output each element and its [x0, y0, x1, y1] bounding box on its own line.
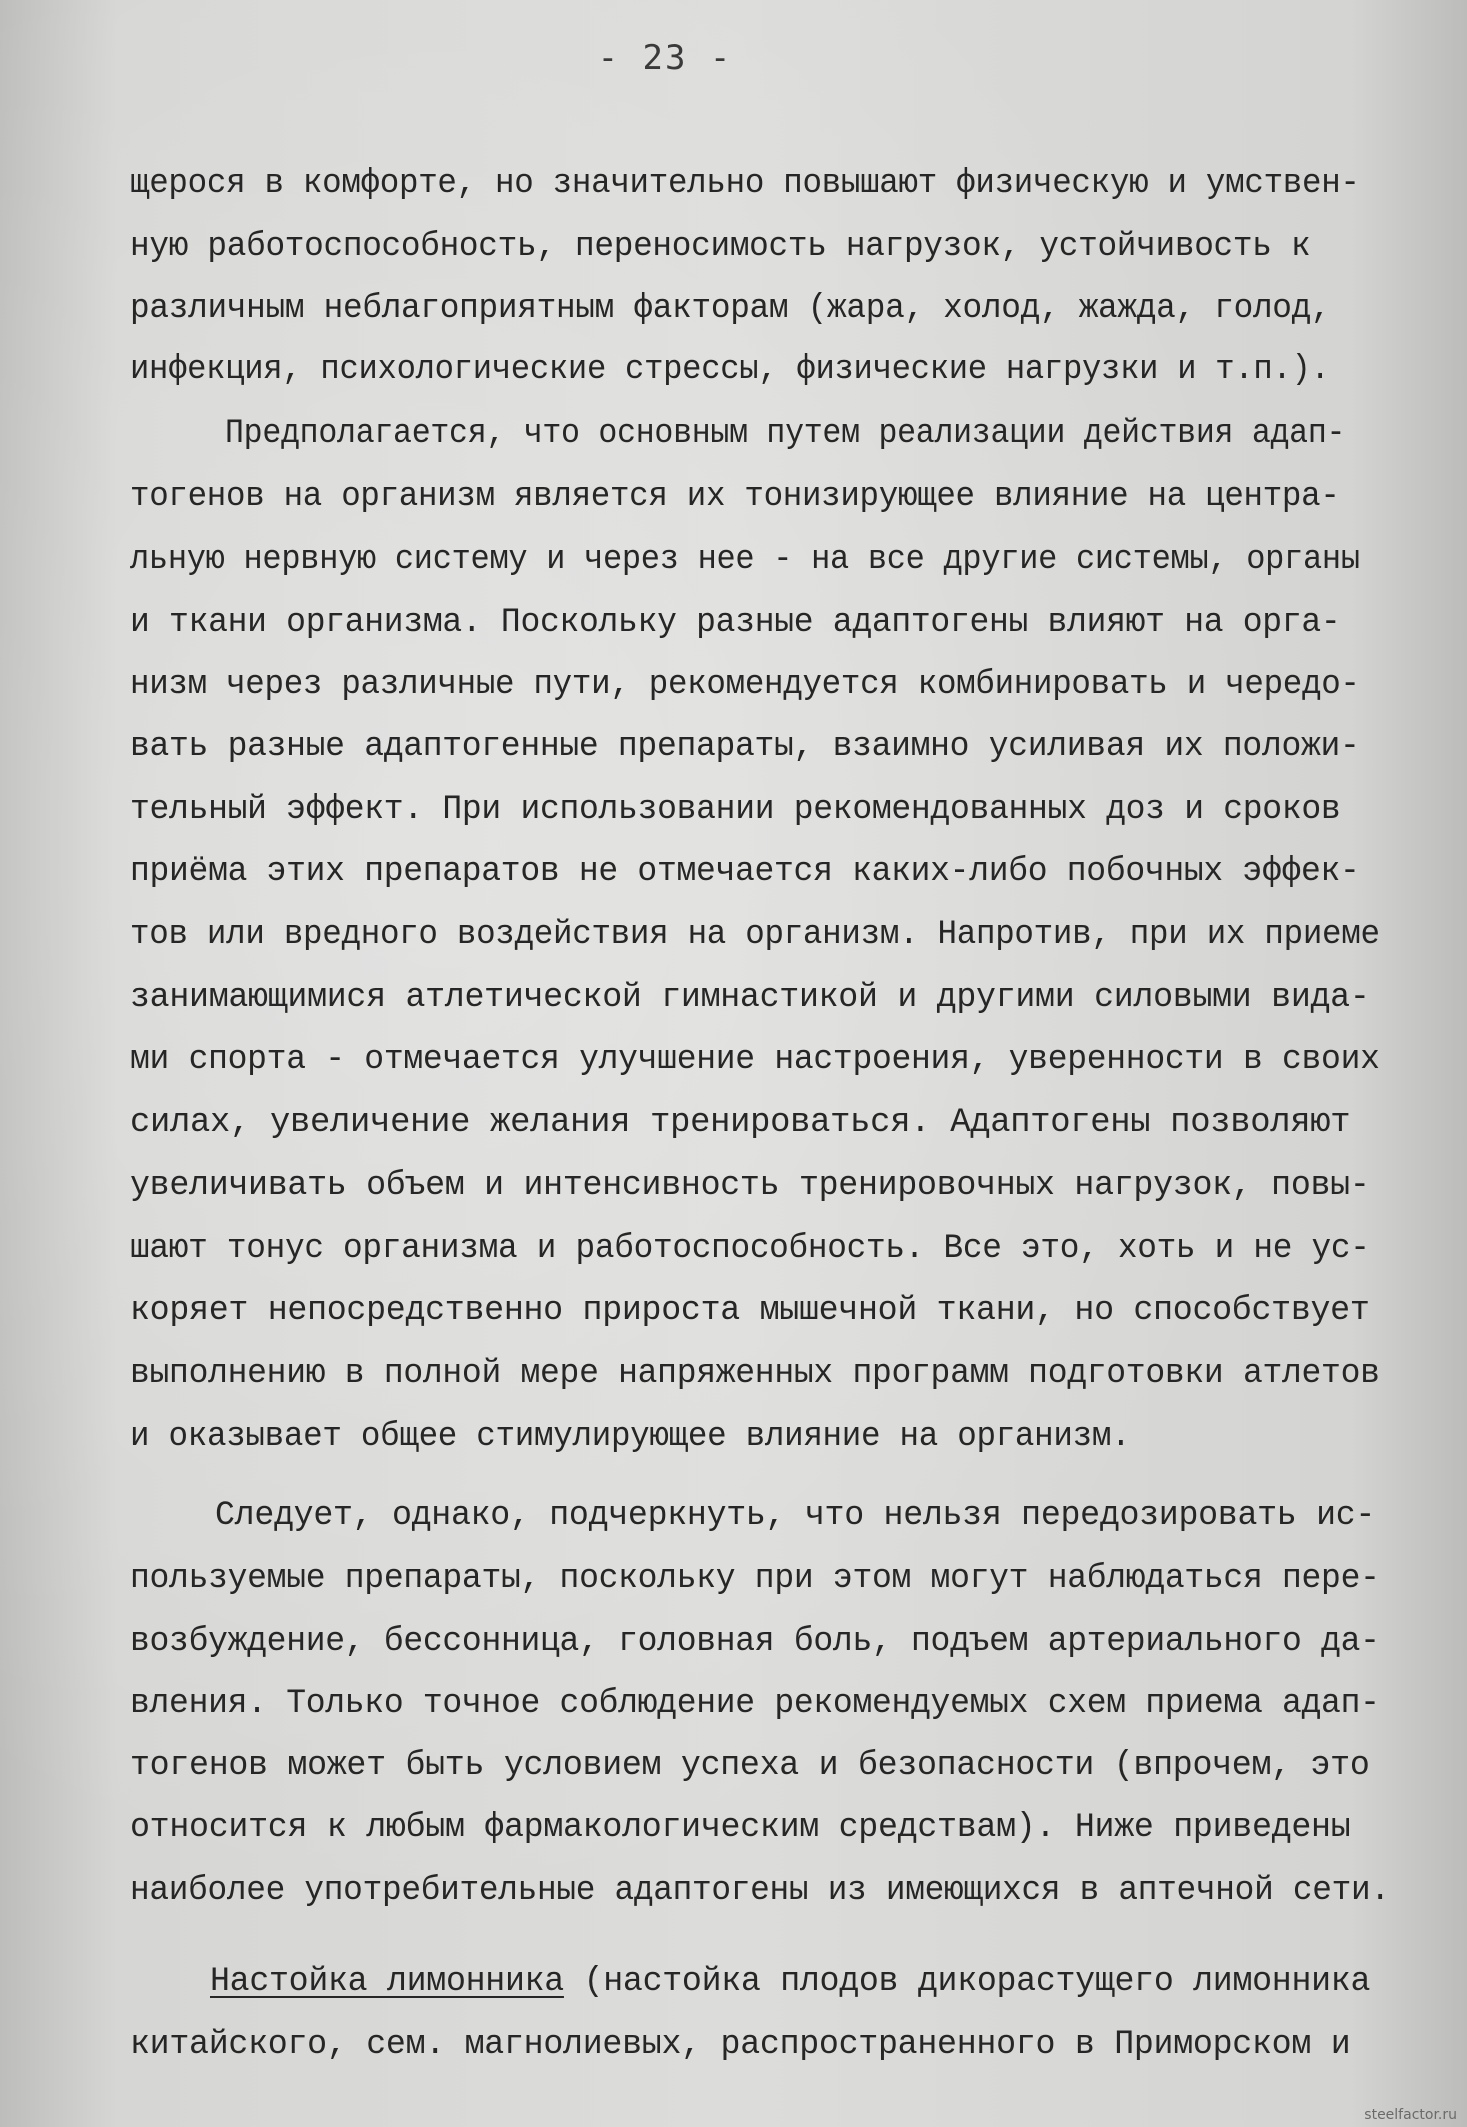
text-line-10: вать разные адаптогенные препараты, взаимно усиливая их положи-	[130, 728, 1360, 766]
text-line-16: силах, увеличение желания тренироваться. Адаптогены позволяют	[130, 1104, 1351, 1142]
text-line-22: Следует, однако, подчеркнуть, что нельзя передозировать ис-	[215, 1497, 1376, 1535]
text-line-29	[210, 1962, 1370, 2002]
text-line-20: выполнению в полной мере напряженных программ подготовки атлетов	[130, 1355, 1380, 1393]
text-line-8: и ткани организма. Поскольку разные адаптогены влияют на орга-	[130, 604, 1341, 642]
text-line-14: занимающимися атлетической гимнастикой и другими силовыми вида-	[130, 979, 1370, 1017]
text-line-28: наиболее употребительные адаптогены из имеющихся в аптечной сети.	[130, 1872, 1390, 1910]
text-line-6: тогенов на организм является их тонизирующее влияние на центра-	[130, 478, 1340, 516]
section-heading-continuation: (настойка плодов дикорастущего лимонника	[563, 1963, 1371, 2001]
text-line-24: возбуждение, бессонница, головная боль, подъем артериального да-	[130, 1623, 1380, 1661]
text-line-15: ми спорта - отмечается улучшение настроения, уверенности в своих	[130, 1041, 1380, 1079]
text-line-9: низм через различные пути, рекомендуется комбинировать и чередо-	[130, 666, 1360, 704]
text-line-7: льную нервную систему и через нее - на все другие системы, органы	[130, 541, 1360, 579]
text-line-25: вления. Только точное соблюдение рекомендуемых схем приема адап-	[130, 1685, 1380, 1723]
text-line-13: тов или вредного воздействия на организм. Напротив, при их приеме	[130, 916, 1380, 954]
text-line-26: тогенов может быть условием успеха и безопасности (впрочем, это	[130, 1747, 1370, 1785]
text-line-23: пользуемые препараты, поскольку при этом могут наблюдаться пере-	[130, 1560, 1380, 1598]
text-line-19: коряет непосредственно прироста мышечной ткани, но способствует	[130, 1292, 1370, 1330]
text-line-30: китайского, сем. магнолиевых, распространенного в Приморском и	[130, 2026, 1351, 2064]
text-line-5: Предполагается, что основным путем реализации действия адап-	[225, 415, 1346, 453]
page-number: - 23 -	[597, 38, 733, 78]
text-line-27: относится к любым фармакологическим средствам). Ниже приведены	[130, 1809, 1351, 1847]
watermark: steelfactor.ru	[1364, 2107, 1457, 2123]
text-line-11: тельный эффект. При использовании рекомендованных доз и сроков	[130, 791, 1341, 829]
text-line-17: увеличивать объем и интенсивность тренировочных нагрузок, повы-	[130, 1167, 1370, 1205]
text-line-4: инфекция, психологические стрессы, физические нагрузки и т.п.).	[130, 351, 1330, 389]
section-heading: Настойка лимонника	[210, 1963, 564, 2001]
text-line-21: и оказывает общее стимулирующее влияние на организм.	[130, 1418, 1131, 1456]
text-line-3: различным неблагоприятным факторам (жара, холод, жажда, голод,	[130, 290, 1331, 328]
text-line-18: шают тонус организма и работоспособность. Все это, хоть и не ус-	[130, 1230, 1370, 1268]
text-line-1: щерося в комфорте, но значительно повышают физическую и умствен-	[130, 165, 1360, 203]
text-line-2: ную работоспособность, переносимость нагрузок, устойчивость к	[130, 228, 1311, 266]
text-line-12: приёма этих препаратов не отмечается каких-либо побочных эффек-	[130, 853, 1360, 891]
